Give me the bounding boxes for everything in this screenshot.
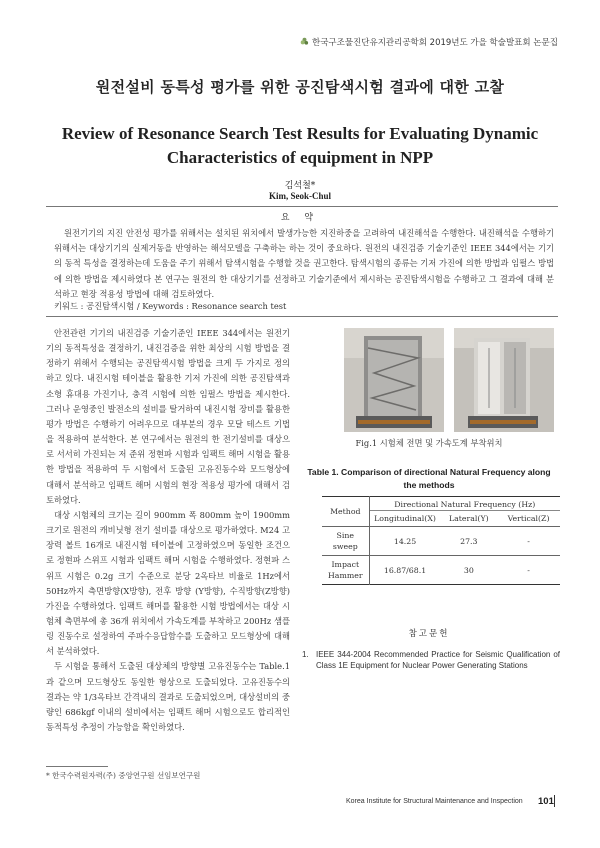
table-cell: -	[527, 536, 530, 546]
body-left-column	[46, 326, 290, 735]
table-cell-method: Sine sweep	[322, 527, 369, 556]
table-header-col: Lateral(Y)	[448, 514, 489, 523]
table-row	[322, 556, 560, 585]
table-header-method: Method	[322, 497, 369, 527]
footer-publisher: Korea Institute for Structural Maintenance and Inspection	[346, 798, 523, 805]
leaf-icon	[300, 37, 309, 46]
table-header-col: Vertical(Z)	[507, 514, 550, 523]
running-title: 한국구조물진단유지관리공학회 2019년도 가을 학술발표회 논문집	[312, 38, 558, 48]
body-paragraph-1: 안전관련 기기의 내진검증 기술기준인 IEEE 344에서는 원전기기의 동적특성을 결정하기, 내진검증을 위한 최상의 시험 방법을 결정하기 위해서 수행되는 공진탐색시험 방법을 크게 두 가지로 정의하고 있다. 내진시험 테이블을 활용한 기저 가진에 의한 공진탐색과 소형 휴대용 가진기나, 충격 시험에 의한 임펄스 방법을 제시한다. 그러나 운영중인 발전소의 설비를 탈거하여 내진시험 장비를 활용한 평가 방법은 수행하기 어려우므로 대부분의 경우 모달 테스트 기법을 적용하여 분석한다. 본 연구에서는 원전의 한 전기설비를 대상으로 서서히 가진되는 저 준위 정현파 시험과 임팩트 해머 시험을 활용한 방법을 적용하여 두 시험에서 도출된 고유진동수와 모드형상에 대해서 분석하고 임팩트 해머 시험의 현장 적용성 평가에 대해서 검토하였다.	[46, 328, 290, 505]
table-cell: 16.87/68.1	[383, 565, 427, 575]
references-title: 참고문헌	[408, 629, 450, 639]
abstract-label: 요 약	[280, 213, 320, 223]
footnote-rule	[46, 766, 108, 767]
figure-test-specimen-photos	[344, 328, 554, 432]
footnote: * 한국수력원자력(주) 중앙연구원 선임보연구원	[46, 771, 201, 780]
abstract-top-rule	[46, 206, 558, 207]
table-row	[322, 527, 560, 556]
table-cell-method: Impact Hammer	[322, 556, 369, 585]
reference-text: IEEE 344-2004 Recommended Practice for Seismic Qualification of Class 1E Equipment for Nuclear Power Generating Stations	[316, 650, 560, 670]
page-number: 101	[538, 796, 554, 807]
frequency-table	[322, 496, 560, 585]
author-name-english: Kim, Seok-Chul	[268, 191, 331, 201]
table-cell: 14.25	[393, 536, 417, 546]
table-header-group: Directional Natural Frequency (Hz)	[369, 497, 560, 511]
title-english: Review of Resonance Search Test Results for Evaluating Dynamic Characteristics of equipment in NPP	[61, 124, 539, 167]
reference-number: 1.	[302, 650, 309, 659]
figure-caption: Fig.1 시험체 전면 및 가속도계 부착위치	[355, 438, 503, 448]
table-caption: Table 1. Comparison of directional Natural Frequency along the methods	[307, 467, 551, 490]
table-cell: 27.3	[460, 536, 478, 546]
table-header-col: Longitudinal(X)	[374, 514, 436, 523]
photo-side-view	[454, 328, 554, 432]
keywords: 키워드 : 공진탐색시험 / Keywords : Resonance search test	[54, 301, 287, 311]
page-number-divider	[554, 795, 555, 807]
photo-front-view	[344, 328, 444, 432]
running-header	[300, 36, 558, 48]
author-name-korean: 김석철*	[284, 181, 316, 191]
table-cell: 30	[463, 565, 474, 575]
reference-item	[302, 650, 560, 671]
body-paragraph-2: 대상 시험체의 크기는 길이 900mm 폭 800mm 높이 1900mm 크기로 원전의 캐비닛형 전기 설비를 대상으로 평가하였다. M24 고장력 볼트 16개로 내진시험 테이블에 고정하였으며 동일한 조건으로 정현파 스위프 시험과 임팩트 해머 시험을 수행하였다. 정현파 스위프 시험은 0.2g 크기 수준으로 분당 2옥타브 비율로 1Hz에서 50Hz까지 측면방향(X방향), 전후 방향 (Y방향), 수직방향(Z방향) 가진을 수행하였다. 임팩트 해머를 활용한 시험 방법에서는 대상 시험체 측면부에 총 36개 위치에서 가속도계를 부착하고 200Hz 샘플링 진동수로 설정하여 주파수응답함수를 도출하고 모드형상에 대해서 분석하였다.	[46, 509, 290, 657]
body-paragraph-3: 두 시험을 통해서 도출된 대상체의 방향별 고유진동수는 Table.1과 같으며 모드형상도 동일한 형상으로 도출되었다. 고유진동수의 결과는 약 1/3옥타브 간격내의 결과로 도출되었으며, 대상설비의 중량인 686kgf 이내의 설비에서는 임팩트 해머 시험으로도 합리적인 동적특성 추정이 가능함을 확인하였다.	[46, 661, 290, 733]
table-cell: -	[527, 565, 530, 575]
abstract-bottom-rule	[46, 316, 558, 317]
abstract-text: 원전기기의 지진 안전성 평가를 위해서는 설치된 위치에서 발생가능한 지진하중을 고려하여 내진해석을 수행한다. 내진해석을 수행하기 위해서는 대상기기의 실제거동을 반영하는 해석모델을 구축하는 하는 것이 중요하다. 원전의 내진검증 기술기준인 IEEE 344에서는 기기의 동적 특성을 결정하는데 도움을 주기 위해서 탐색시험을 수행할 것을 권고한다. 탐색시험의 종류는 기저 가진에 의한 방법과 임펄스 방법에 의한 방법을 제시하였다 본 연구는 원전의 한 대상기기를 선정하고 기술기준에서 제시하는 공진탐색시험을 수행하고 그 결과에 대해 분석하고 현장 적용성 방법에 대해 검토하였다.	[54, 228, 554, 299]
title-korean: 원전설비 동특성 평가를 위한 공진탐색시험 결과에 대한 고찰	[95, 78, 505, 96]
